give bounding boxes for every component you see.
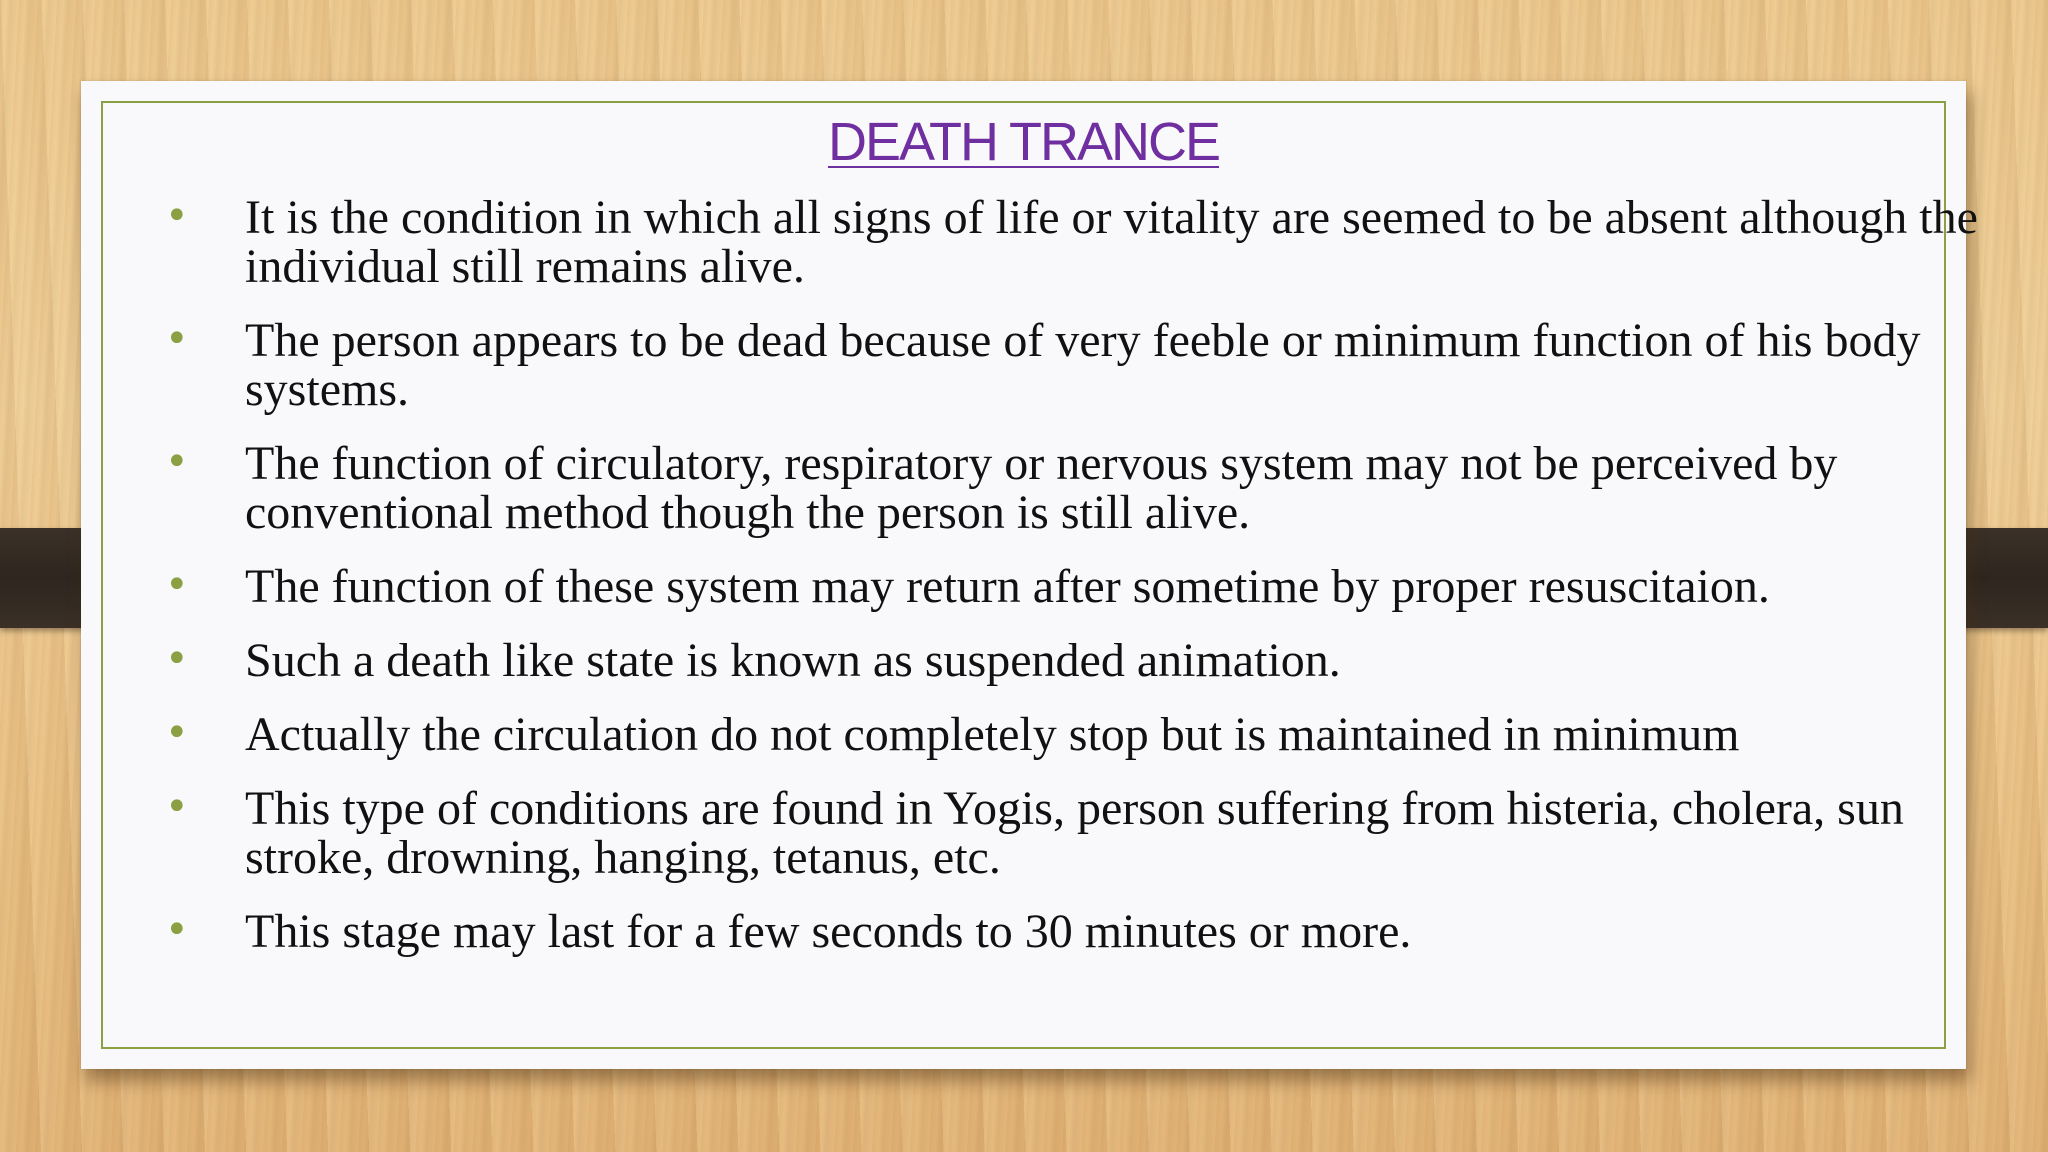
bullet-icon: • bbox=[165, 316, 189, 362]
bullet-text: It is the condition in which all signs of life or vitality are seemed to be absent although the individual still remains alive. bbox=[245, 191, 1978, 293]
bullet-item bbox=[165, 782, 1995, 884]
bullet-text: Actually the circulation do not completely stop but is maintained in minimum bbox=[245, 708, 1740, 761]
bullet-icon: • bbox=[165, 636, 189, 682]
bullet-item bbox=[165, 191, 1995, 293]
bullet-text: This type of conditions are found in Yogis, person suffering from histeria, cholera, sun stroke, drowning, hanging, tetanus, etc. bbox=[245, 782, 1904, 884]
bullet-icon: • bbox=[165, 784, 189, 830]
bullet-item bbox=[165, 708, 1995, 761]
bullet-text: Such a death like state is known as suspended animation. bbox=[245, 634, 1341, 687]
bullet-text: The function of these system may return after sometime by proper resuscitaion. bbox=[245, 560, 1770, 613]
bullet-item bbox=[165, 905, 1995, 958]
slide-title bbox=[81, 111, 1966, 173]
slide-card bbox=[81, 81, 1978, 1069]
bullet-item bbox=[165, 560, 1995, 613]
slide-title-text: DEATH TRANCE bbox=[827, 112, 1220, 172]
bullet-icon: • bbox=[165, 562, 189, 608]
bullet-item bbox=[165, 634, 1995, 687]
bullet-list bbox=[165, 191, 1995, 981]
bullet-item bbox=[165, 437, 1995, 539]
bullet-icon: • bbox=[165, 193, 189, 239]
bullet-icon: • bbox=[165, 907, 189, 953]
bullet-text: The function of circulatory, respiratory or nervous system may not be perceived by conventional method though the person is still alive. bbox=[245, 437, 1838, 539]
bullet-text: This stage may last for a few seconds to 30 minutes or more. bbox=[245, 905, 1412, 958]
bullet-item bbox=[165, 314, 1995, 416]
bullet-text: The person appears to be dead because of very feeble or minimum function of his body systems. bbox=[245, 314, 1921, 416]
bullet-icon: • bbox=[165, 710, 189, 756]
bullet-icon: • bbox=[165, 439, 189, 485]
